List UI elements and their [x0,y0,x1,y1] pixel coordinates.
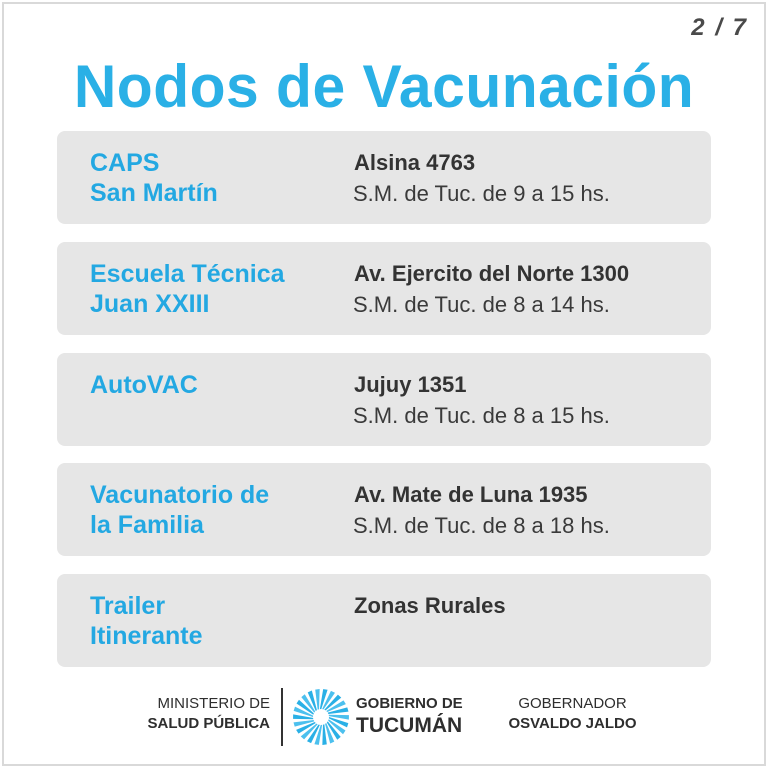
location-card [57,574,711,667]
government-line2: TUCUMÁN [356,714,463,737]
location-name [90,148,310,208]
governor-line1: GOBERNADOR [518,695,627,712]
footer [0,684,768,748]
location-name-line1: AutoVAC [90,371,198,399]
location-name-line1: Trailer [90,592,166,620]
location-name-line2: San Martín [90,179,218,207]
location-hours: S.M. de Tuc. de 8 a 15 hs. [353,403,610,428]
governor-line2: OSVALDO JALDO [508,715,637,732]
ministry-line2: SALUD PÚBLICA [147,715,270,732]
location-name-line1: CAPS [90,149,160,177]
location-name [90,591,310,651]
location-name [90,480,310,540]
location-name-line2: la Familia [90,511,204,539]
government-label [356,694,463,738]
location-hours: S.M. de Tuc. de 9 a 15 hs. [353,181,610,206]
location-card [57,463,711,556]
location-address: Jujuy 1351 [354,372,467,397]
location-name-line1: Escuela Técnica [90,260,285,288]
location-name-line2: Itinerante [90,622,203,650]
tucuman-sun-logo-icon [292,688,350,746]
location-card [57,242,711,335]
location-card [57,131,711,224]
location-address: Av. Mate de Luna 1935 [354,482,588,507]
location-hours: S.M. de Tuc. de 8 a 18 hs. [353,513,610,538]
ministry-line1: MINISTERIO DE [157,695,270,712]
page-counter: 2 / 7 [691,14,748,41]
footer-divider [281,688,283,746]
location-hours: S.M. de Tuc. de 8 a 14 hs. [353,292,610,317]
governor-label [505,694,640,734]
location-name [90,259,310,319]
location-name [90,370,310,400]
location-address: Alsina 4763 [354,150,476,175]
location-card [57,353,711,446]
location-name-line1: Vacunatorio de [90,481,270,509]
ministry-label [110,694,270,734]
location-address: Zonas Rurales [354,593,506,618]
location-address: Av. Ejercito del Norte 1300 [354,261,630,286]
government-line1: GOBIERNO DE [356,695,463,712]
page-title: Nodos de Vacunación [73,53,695,120]
location-name-line2: Juan XXIII [90,290,210,318]
